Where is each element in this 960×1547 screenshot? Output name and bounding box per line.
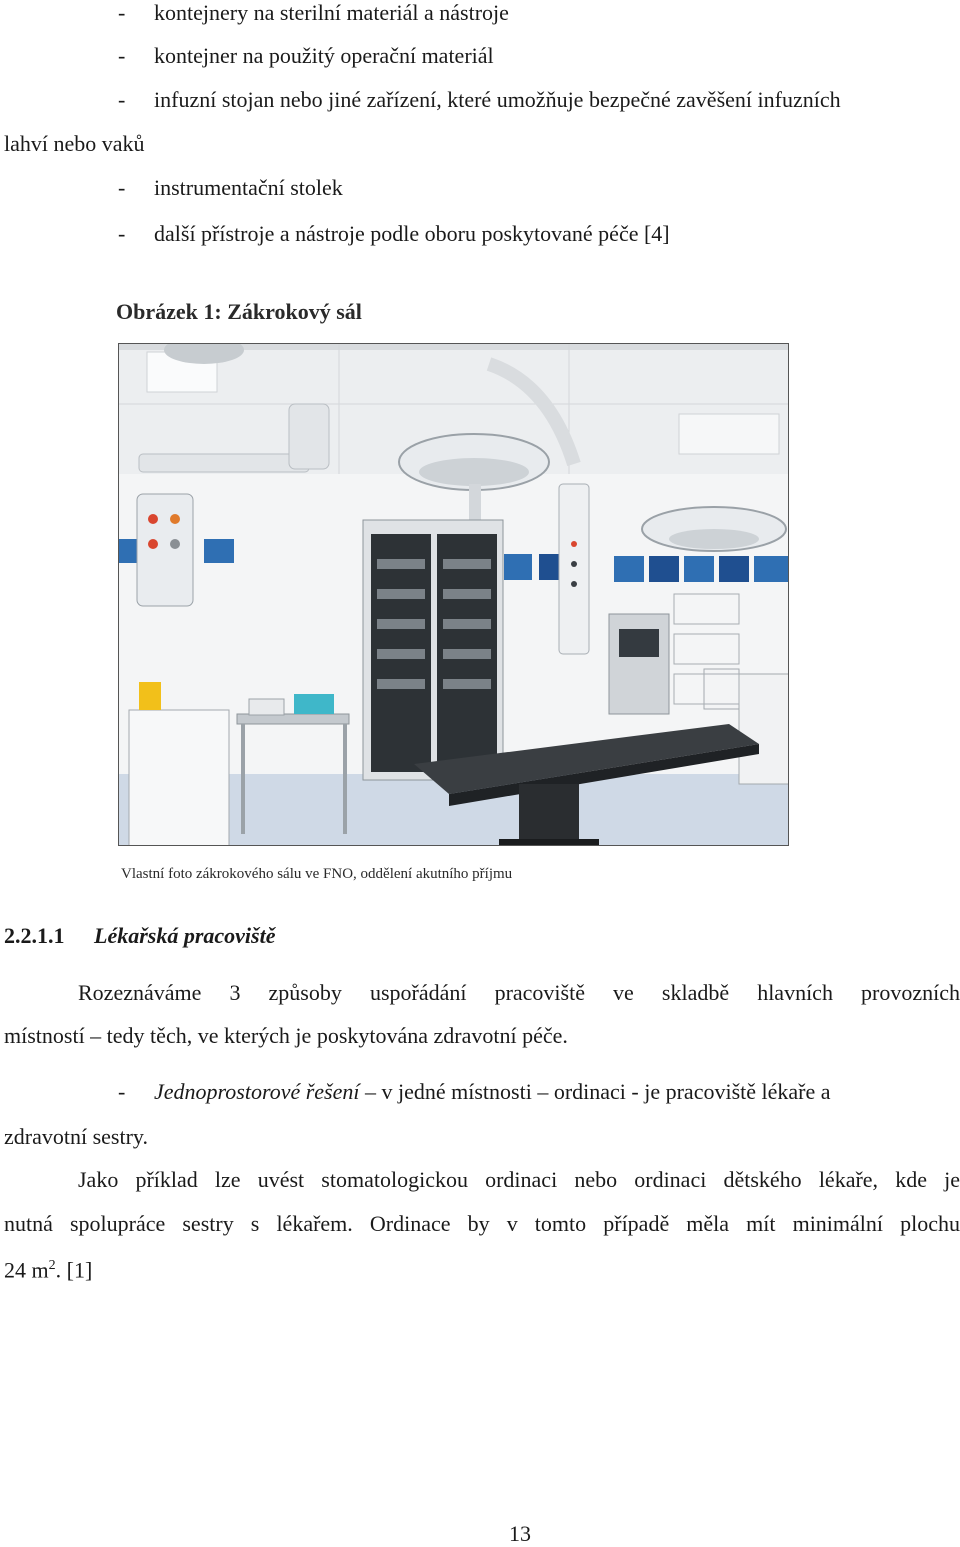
list-item-rest: – v jedné místnosti – ordinaci - je pracoviště lékaře a — [359, 1079, 831, 1104]
page-number: 13 — [509, 1521, 531, 1546]
list-dash: - — [118, 1079, 126, 1104]
paragraph-line: Jako příklad lze uvést stomatologickou ordinaci nebo ordinaci dětského lékaře, kde je — [78, 1167, 960, 1192]
list-item-continuation: lahví nebo vaků — [4, 131, 145, 156]
list-item-text — [154, 1079, 831, 1105]
list-dash: - — [118, 175, 126, 200]
paragraph-line — [4, 1253, 92, 1283]
list-item-text: instrumentační stolek — [154, 175, 343, 200]
list-dash: - — [118, 87, 126, 112]
section-number: 2.2.1.1 — [4, 923, 65, 948]
list-item-continuation: zdravotní sestry. — [4, 1124, 148, 1149]
list-item-text: kontejner na použitý operační materiál — [154, 43, 494, 68]
operating-room-photo — [118, 343, 789, 846]
list-dash: - — [118, 43, 126, 68]
list-dash: - — [118, 0, 126, 25]
figure-caption: Vlastní foto zákrokového sálu ve FNO, oddělení akutního příjmu — [121, 866, 513, 882]
list-item-text: kontejnery na sterilní materiál a nástroje — [154, 0, 509, 25]
text-fragment: 24 m — [4, 1257, 49, 1283]
list-item-italic: Jednoprostorové řešení — [154, 1079, 360, 1104]
paragraph-line: místností – tedy těch, ve kterých je poskytována zdravotní péče. — [4, 1023, 568, 1048]
text-fragment: . [1] — [55, 1257, 93, 1283]
list-dash: - — [118, 221, 126, 246]
figure-title: Obrázek 1: Zákrokový sál — [116, 299, 362, 324]
superscript: 2 — [48, 1258, 56, 1273]
section-heading — [4, 923, 275, 949]
list-item-text: další přístroje a nástroje podle oboru poskytované péče [4] — [154, 221, 670, 246]
paragraph-line: nutná spolupráce sestry s lékařem. Ordinace by v tomto případě měla mít minimální plochu — [4, 1211, 960, 1236]
paragraph-line: Rozeznáváme 3 způsoby uspořádání pracoviště ve skladbě hlavních provozních — [78, 980, 960, 1005]
list-item-text: infuzní stojan nebo jiné zařízení, které umožňuje bezpečné zavěšení infuzních — [154, 87, 841, 112]
section-title: Lékařská pracoviště — [94, 923, 276, 948]
